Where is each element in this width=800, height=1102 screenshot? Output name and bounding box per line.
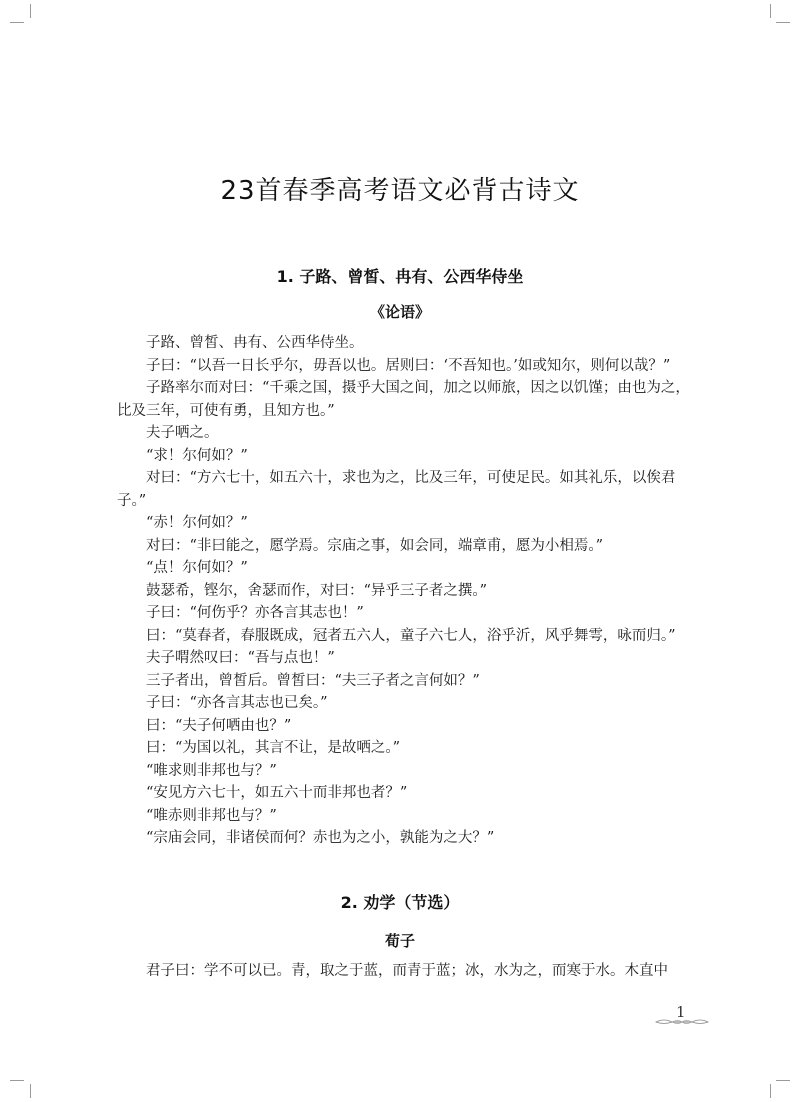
page-number: 1: [676, 1003, 686, 1021]
paragraph: “安见方六七十，如五六十而非邦也者？”: [146, 785, 408, 801]
paragraph: 夫子哂之。: [146, 425, 219, 441]
paragraph: “求！尔何如？”: [146, 447, 248, 464]
leaf-ornament-icon: [654, 1017, 710, 1027]
paragraph: 曰：“为国以礼，其言不让，是故哂之。”: [146, 740, 401, 756]
paragraph: 三子者出，曾皙后。曾皙曰：“夫三子者之言何如？”: [146, 672, 480, 689]
paragraph: 曰：“莫春者，春服既成，冠者五六人，童子六七人，浴乎沂，风乎舞雩，咏而归。”: [146, 627, 676, 644]
paragraph: 子曰：“何伤乎？亦各言其志也！”: [146, 605, 364, 621]
paragraph: 子路率尔而对曰：“千乘之国，摄乎大国之间，加之以师旅，因之以饥馑；由也为之，比及三年，可使有勇，且知方也。”: [117, 380, 690, 419]
paragraph: 子曰：“亦各言其志也已矣。”: [146, 695, 328, 711]
crop-mark-bottom-left-h: [10, 1080, 24, 1081]
paragraph: 子曰：“以吾一日长乎尔，毋吾以也。居则曰：‘不吾知也。’如或知尔，则何以哉？”: [146, 357, 671, 374]
section-body: [117, 332, 699, 850]
section-body: [117, 960, 699, 983]
paragraph: 君子曰：学不可以已。青，取之于蓝，而青于蓝；冰，水为之，而寒于水。木直中: [146, 963, 668, 979]
crop-mark-top-right-v: [770, 4, 771, 18]
crop-mark-top-left-v: [30, 4, 31, 18]
section-heading: 2. 劝学（节选）: [340, 893, 460, 912]
paragraph: 对曰：“非曰能之，愿学焉。宗庙之事，如会同，端章甫，愿为小相焉。”: [146, 537, 604, 554]
section-heading: 1. 子路、曾皙、冉有、公西华侍坐: [276, 267, 524, 286]
paragraph: “赤！尔何如？”: [146, 515, 248, 531]
paragraph: 曰：“夫子何哂由也？”: [146, 717, 292, 734]
paragraph: 鼓瑟希，铿尔，舍瑟而作，对曰：“异乎三子者之撰。”: [146, 582, 488, 599]
paragraph: 子路、曾皙、冉有、公西华侍坐。: [146, 335, 364, 351]
crop-mark-bottom-left-v: [30, 1084, 31, 1098]
crop-mark-bottom-right-h: [776, 1080, 790, 1081]
paragraph: “唯赤则非邦也与？”: [146, 807, 277, 824]
paragraph: “唯求则非邦也与？”: [146, 762, 277, 779]
paragraph: “宗庙会同，非诸侯而何？赤也为之小，孰能为之大？”: [146, 830, 495, 846]
crop-mark-top-right-h: [776, 22, 790, 23]
crop-mark-bottom-right-v: [770, 1084, 771, 1098]
document-title: 23首春季高考语文必背古诗文: [220, 176, 580, 206]
paragraph: 对曰：“方六七十，如五六十，求也为之，比及三年，可使足民。如其礼乐，以俟君子。”: [117, 470, 676, 509]
paragraph: 夫子喟然叹曰：“吾与点也！”: [146, 650, 335, 666]
section-source: 《论语》: [369, 303, 430, 321]
section-source: 荀子: [384, 932, 415, 950]
crop-mark-top-left-h: [10, 22, 24, 23]
paragraph: “点！尔何如？”: [146, 560, 248, 576]
